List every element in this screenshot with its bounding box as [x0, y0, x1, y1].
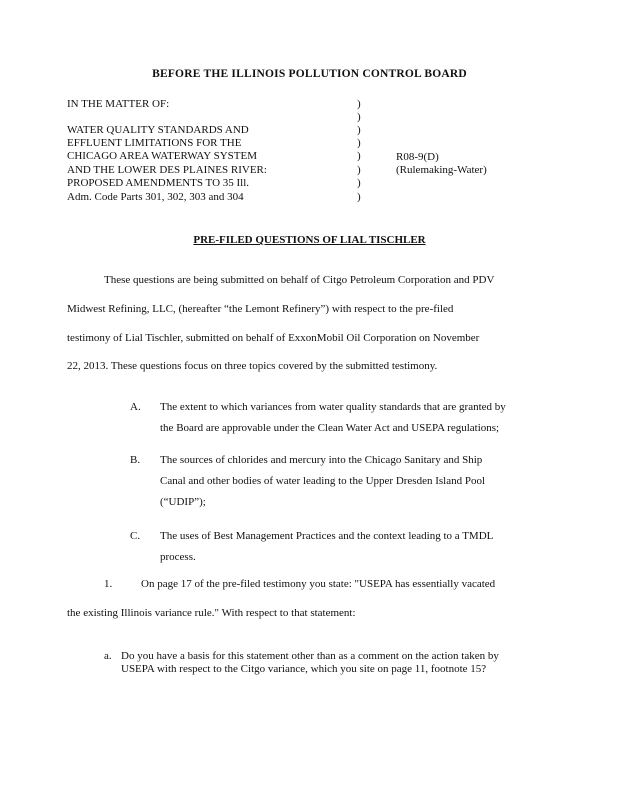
topic-letter: C.: [130, 530, 141, 542]
caption-line: EFFLUENT LIMITATIONS FOR THE: [67, 137, 242, 149]
caption-line: AND THE LOWER DES PLAINES RIVER:: [67, 164, 267, 176]
docket-number: R08-9(D): [396, 151, 439, 163]
caption-line: WATER QUALITY STANDARDS AND: [67, 124, 249, 136]
topic-letter: B.: [130, 454, 141, 466]
intro-line: testimony of Lial Tischler, submitted on behalf of ExxonMobil Oil Corporation on November: [67, 332, 480, 344]
topic-line: The uses of Best Management Practices and the context leading to a TMDL: [160, 530, 494, 542]
caption-line: PROPOSED AMENDMENTS TO 35 Ill.: [67, 177, 250, 189]
caption-line: Adm. Code Parts 301, 302, 303 and 304: [67, 191, 244, 203]
subquestion-line: Do you have a basis for this statement other than as a comment on the action taken by: [121, 650, 499, 662]
question-line: On page 17 of the pre-filed testimony you state: "USEPA has essentially vacated: [141, 578, 496, 590]
caption-paren: ): [357, 177, 361, 189]
caption-paren: ): [357, 150, 361, 162]
question-number: 1.: [104, 578, 113, 590]
question-line: the existing Illinois variance rule." With respect to that statement:: [67, 607, 356, 619]
topic-line: The sources of chlorides and mercury into the Chicago Sanitary and Ship: [160, 454, 483, 466]
topic-line: process.: [160, 551, 196, 563]
caption-paren: ): [357, 124, 361, 136]
subquestion-line: USEPA with respect to the Citgo variance, which you site on page 11, footnote 15?: [121, 663, 487, 675]
intro-line: 22, 2013. These questions focus on three topics covered by the submitted testimony.: [67, 360, 438, 372]
subquestion-letter: a.: [104, 650, 112, 662]
intro-line: Midwest Refining, LLC, (hereafter “the Lemont Refinery”) with respect to the pre-filed: [67, 303, 454, 315]
caption-line: IN THE MATTER OF:: [67, 98, 170, 110]
docket-type: (Rulemaking-Water): [396, 164, 487, 176]
topic-line: The extent to which variances from water quality standards that are granted by: [160, 401, 506, 413]
caption-line: CHICAGO AREA WATERWAY SYSTEM: [67, 150, 257, 162]
caption-paren: ): [357, 98, 361, 110]
caption-paren: ): [357, 164, 361, 176]
topic-letter: A.: [130, 401, 141, 413]
board-title: BEFORE THE ILLINOIS POLLUTION CONTROL BOARD: [152, 68, 467, 80]
intro-line: These questions are being submitted on behalf of Citgo Petroleum Corporation and PDV: [104, 274, 495, 286]
caption-paren: ): [357, 111, 361, 123]
caption-paren: ): [357, 191, 361, 203]
topic-line: the Board are approvable under the Clean Water Act and USEPA regulations;: [160, 422, 500, 434]
caption-paren: ): [357, 137, 361, 149]
topic-line: (“UDIP”);: [160, 496, 206, 508]
document-heading: PRE-FILED QUESTIONS OF LIAL TISCHLER: [193, 234, 426, 246]
topic-line: Canal and other bodies of water leading to the Upper Dresden Island Pool: [160, 475, 486, 487]
